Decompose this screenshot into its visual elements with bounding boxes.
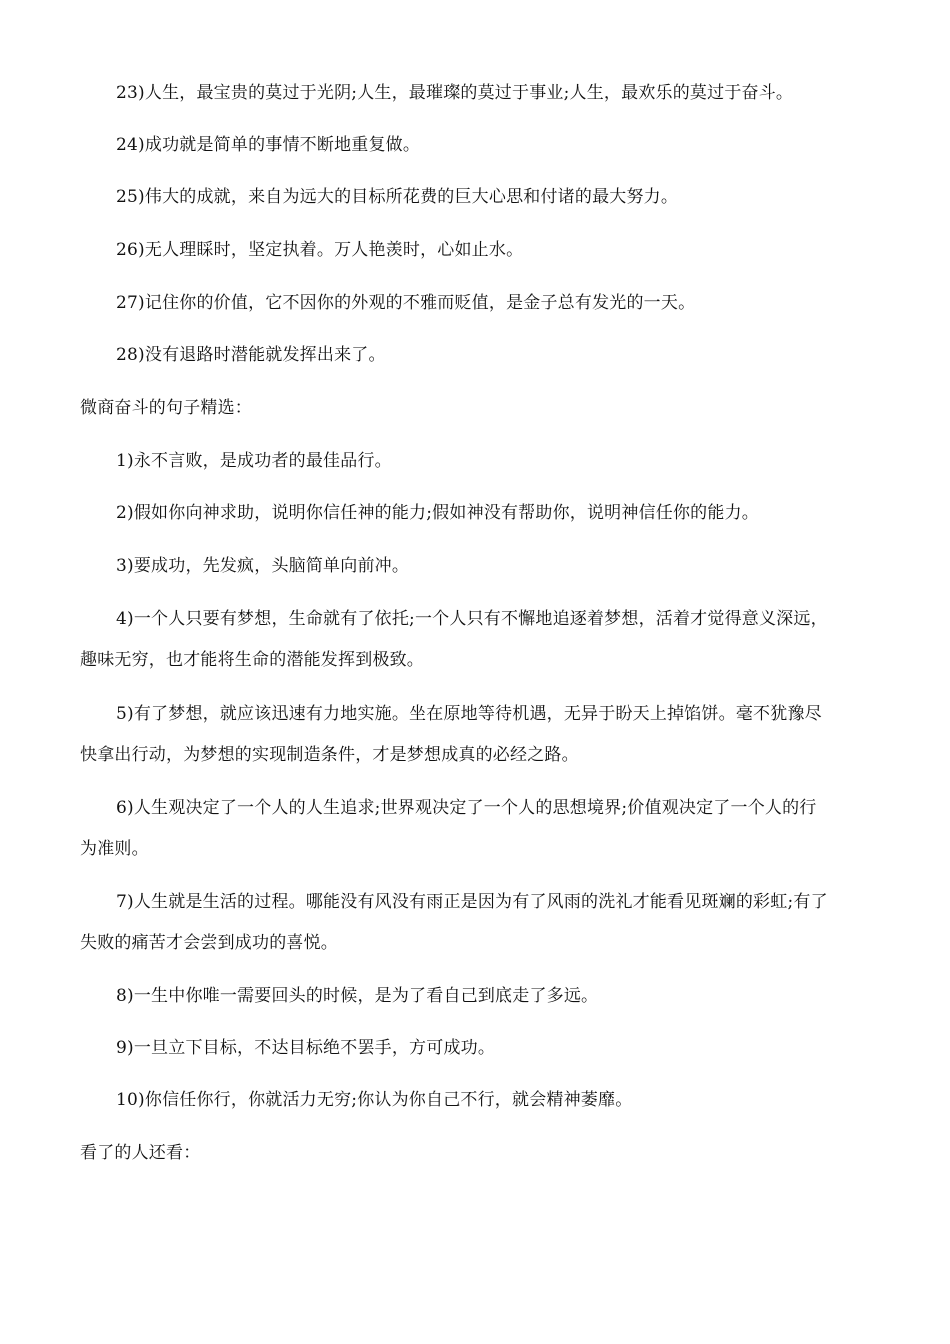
quote-item: 23)人生，最宝贵的莫过于光阴;人生，最璀璨的莫过于事业;人生，最欢乐的莫过于奋斗。 bbox=[116, 83, 794, 103]
quote-item-continuation: 失败的痛苦才会尝到成功的喜悦。 bbox=[80, 933, 338, 953]
quote-item: 4)一个人只要有梦想，生命就有了依托;一个人只有不懈地追逐着梦想，活着才觉得意义深远， bbox=[116, 609, 828, 629]
quote-item: 6)人生观决定了一个人的人生追求;世界观决定了一个人的思想境界;价值观决定了一个人的行 bbox=[116, 798, 817, 818]
quote-item: 1)永不言败，是成功者的最佳品行。 bbox=[116, 451, 392, 471]
quote-item: 25)伟大的成就，来自为远大的目标所花费的巨大心思和付诸的最大努力。 bbox=[116, 187, 679, 207]
quote-item-continuation: 趣味无穷，也才能将生命的潜能发挥到极致。 bbox=[80, 650, 424, 670]
quote-item: 5)有了梦想，就应该迅速有力地实施。坐在原地等待机遇，无异于盼天上掉馅饼。毫不犹豫尽 bbox=[116, 704, 822, 724]
quote-item-continuation: 为准则。 bbox=[80, 839, 149, 859]
quote-item: 10)你信任你行，你就活力无穷;你认为你自己不行，就会精神萎靡。 bbox=[116, 1090, 633, 1110]
quote-item-continuation: 快拿出行动，为梦想的实现制造条件，才是梦想成真的必经之路。 bbox=[80, 745, 579, 765]
section-heading: 微商奋斗的句子精选： bbox=[80, 398, 252, 418]
quote-item: 24)成功就是简单的事情不断地重复做。 bbox=[116, 135, 421, 155]
quote-item: 8)一生中你唯一需要回头的时候，是为了看自己到底走了多远。 bbox=[116, 986, 599, 1006]
quote-item: 3)要成功，先发疯，头脑简单向前冲。 bbox=[116, 556, 410, 576]
quote-item: 7)人生就是生活的过程。哪能没有风没有雨正是因为有了风雨的洗礼才能看见斑斓的彩虹;有了 bbox=[116, 892, 828, 912]
quote-item: 26)无人理睬时，坚定执着。万人艳羡时，心如止水。 bbox=[116, 240, 524, 260]
quote-item: 27)记住你的价值，它不因你的外观的不雅而贬值，是金子总有发光的一天。 bbox=[116, 293, 696, 313]
quote-item: 2)假如你向神求助，说明你信任神的能力;假如神没有帮助你，说明神信任你的能力。 bbox=[116, 503, 759, 523]
section-heading: 看了的人还看： bbox=[80, 1143, 201, 1163]
quote-item: 28)没有退路时潜能就发挥出来了。 bbox=[116, 345, 386, 365]
quote-item: 9)一旦立下目标，不达目标绝不罢手，方可成功。 bbox=[116, 1038, 496, 1058]
